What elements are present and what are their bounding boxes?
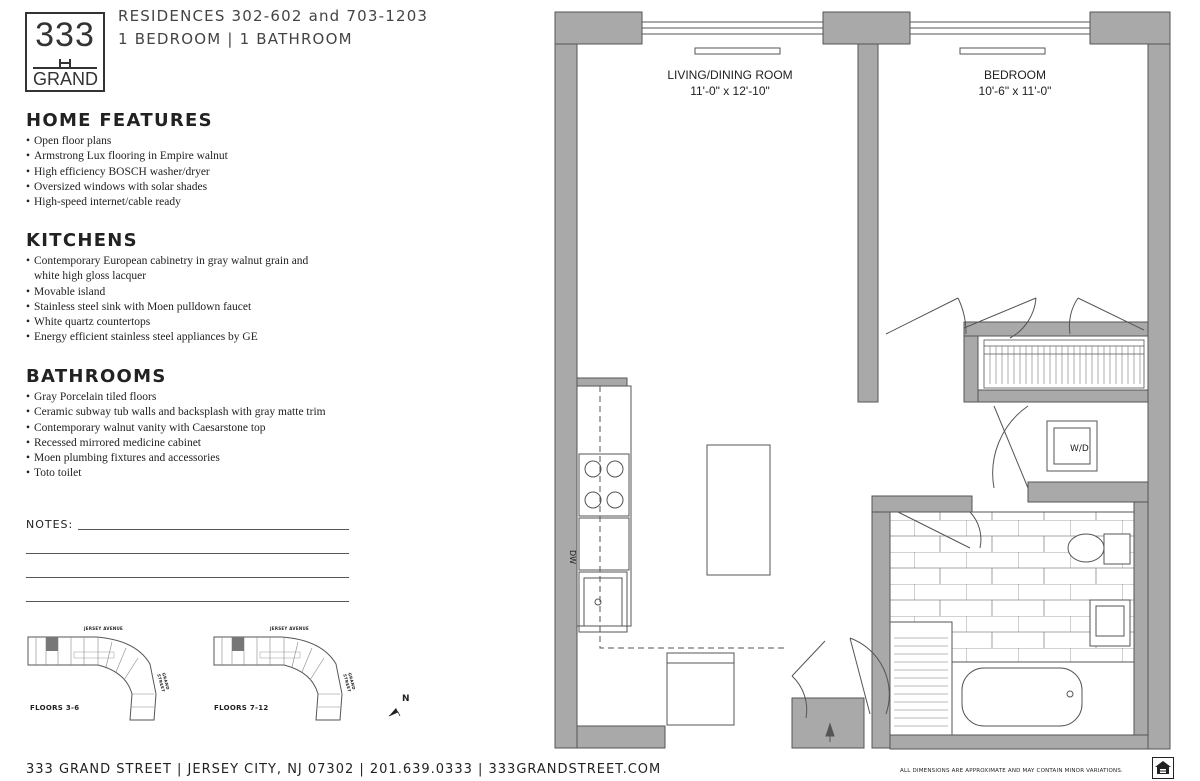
- list-item: • High-speed internet/cable ready: [26, 195, 228, 210]
- list-item: • Energy efficient stainless steel appliances by GE: [26, 330, 308, 345]
- site-plan-floors-7-12: [212, 626, 372, 722]
- bathrooms-section: [26, 366, 326, 482]
- street-label: JERSEY AVENUE: [84, 626, 124, 631]
- list-item: • Armstrong Lux flooring in Empire walnut: [26, 149, 228, 164]
- list-item: white high gloss lacquer: [34, 270, 147, 283]
- feature-list: [26, 254, 308, 346]
- list-item: • Movable island: [26, 285, 308, 300]
- list-item: • High efficiency BOSCH washer/dryer: [26, 165, 228, 180]
- list-item: • Contemporary European cabinetry in gray walnut grain and: [26, 254, 308, 269]
- list-item: • Toto toilet: [26, 466, 326, 481]
- living-room-dims: 11'-0" x 12'-10": [690, 84, 770, 98]
- brand-logo: [25, 12, 105, 92]
- list-item: • Moen plumbing fixtures and accessories: [26, 451, 326, 466]
- list-item: • Contemporary walnut vanity with Caesarstone top: [26, 421, 326, 436]
- footer-address: 333 GRAND STREET | JERSEY CITY, NJ 07302 | 201.639.0333 | 333GRANDSTREET.COM: [26, 762, 662, 777]
- feature-list: [26, 134, 228, 210]
- street-label: JERSEY AVENUE: [270, 626, 310, 631]
- list-item: • Oversized windows with solar shades: [26, 180, 228, 195]
- notes-line: [78, 529, 349, 530]
- logo-word: GRAND: [33, 69, 99, 89]
- list-item: • White quartz countertops: [26, 315, 308, 330]
- street-label: GRAND STREET: [342, 672, 357, 693]
- section-title: KITCHENS: [26, 230, 138, 251]
- home-features-section: [26, 110, 228, 210]
- living-room-name: LIVING/DINING ROOM: [667, 68, 793, 82]
- kitchens-section: [26, 230, 308, 346]
- disclaimer: ALL DIMENSIONS ARE APPROXIMATE AND MAY CONTAIN MINOR VARIATIONS.: [900, 768, 1123, 774]
- feature-list: [26, 390, 326, 482]
- list-item: • Gray Porcelain tiled floors: [26, 390, 326, 405]
- dishwasher-label: DW: [568, 550, 577, 565]
- list-item: • Open floor plans: [26, 134, 228, 149]
- notes-line: [26, 601, 349, 602]
- list-item: • Ceramic subway tub walls and backsplash with gray matte trim: [26, 405, 326, 420]
- floors-label: FLOORS 7-12: [214, 704, 269, 712]
- floors-label: FLOORS 3-6: [30, 704, 80, 712]
- notes-label: NOTES:: [26, 518, 74, 531]
- residences-title: RESIDENCES 302-602 and 703-1203: [118, 7, 429, 25]
- section-title: BATHROOMS: [26, 366, 167, 387]
- logo-number: 333: [35, 16, 95, 54]
- north-label: N: [402, 694, 410, 704]
- list-item: • Stainless steel sink with Moen pulldown faucet: [26, 300, 308, 315]
- floor-plan: [550, 8, 1175, 753]
- notes-line: [26, 553, 349, 554]
- section-title: HOME FEATURES: [26, 110, 213, 131]
- street-label: GRAND STREET: [156, 672, 171, 693]
- list-item: • Recessed mirrored medicine cabinet: [26, 436, 326, 451]
- site-plan-floors-3-6: [26, 626, 186, 722]
- bedroom-dims: 10'-6" x 11'-0": [978, 84, 1052, 98]
- unit-type: 1 BEDROOM | 1 BATHROOM: [118, 30, 353, 48]
- equal-housing-icon: [1152, 757, 1174, 779]
- notes-line: [26, 577, 349, 578]
- washer-dryer-label: W/D: [1070, 444, 1089, 454]
- bedroom-name: BEDROOM: [983, 68, 1046, 82]
